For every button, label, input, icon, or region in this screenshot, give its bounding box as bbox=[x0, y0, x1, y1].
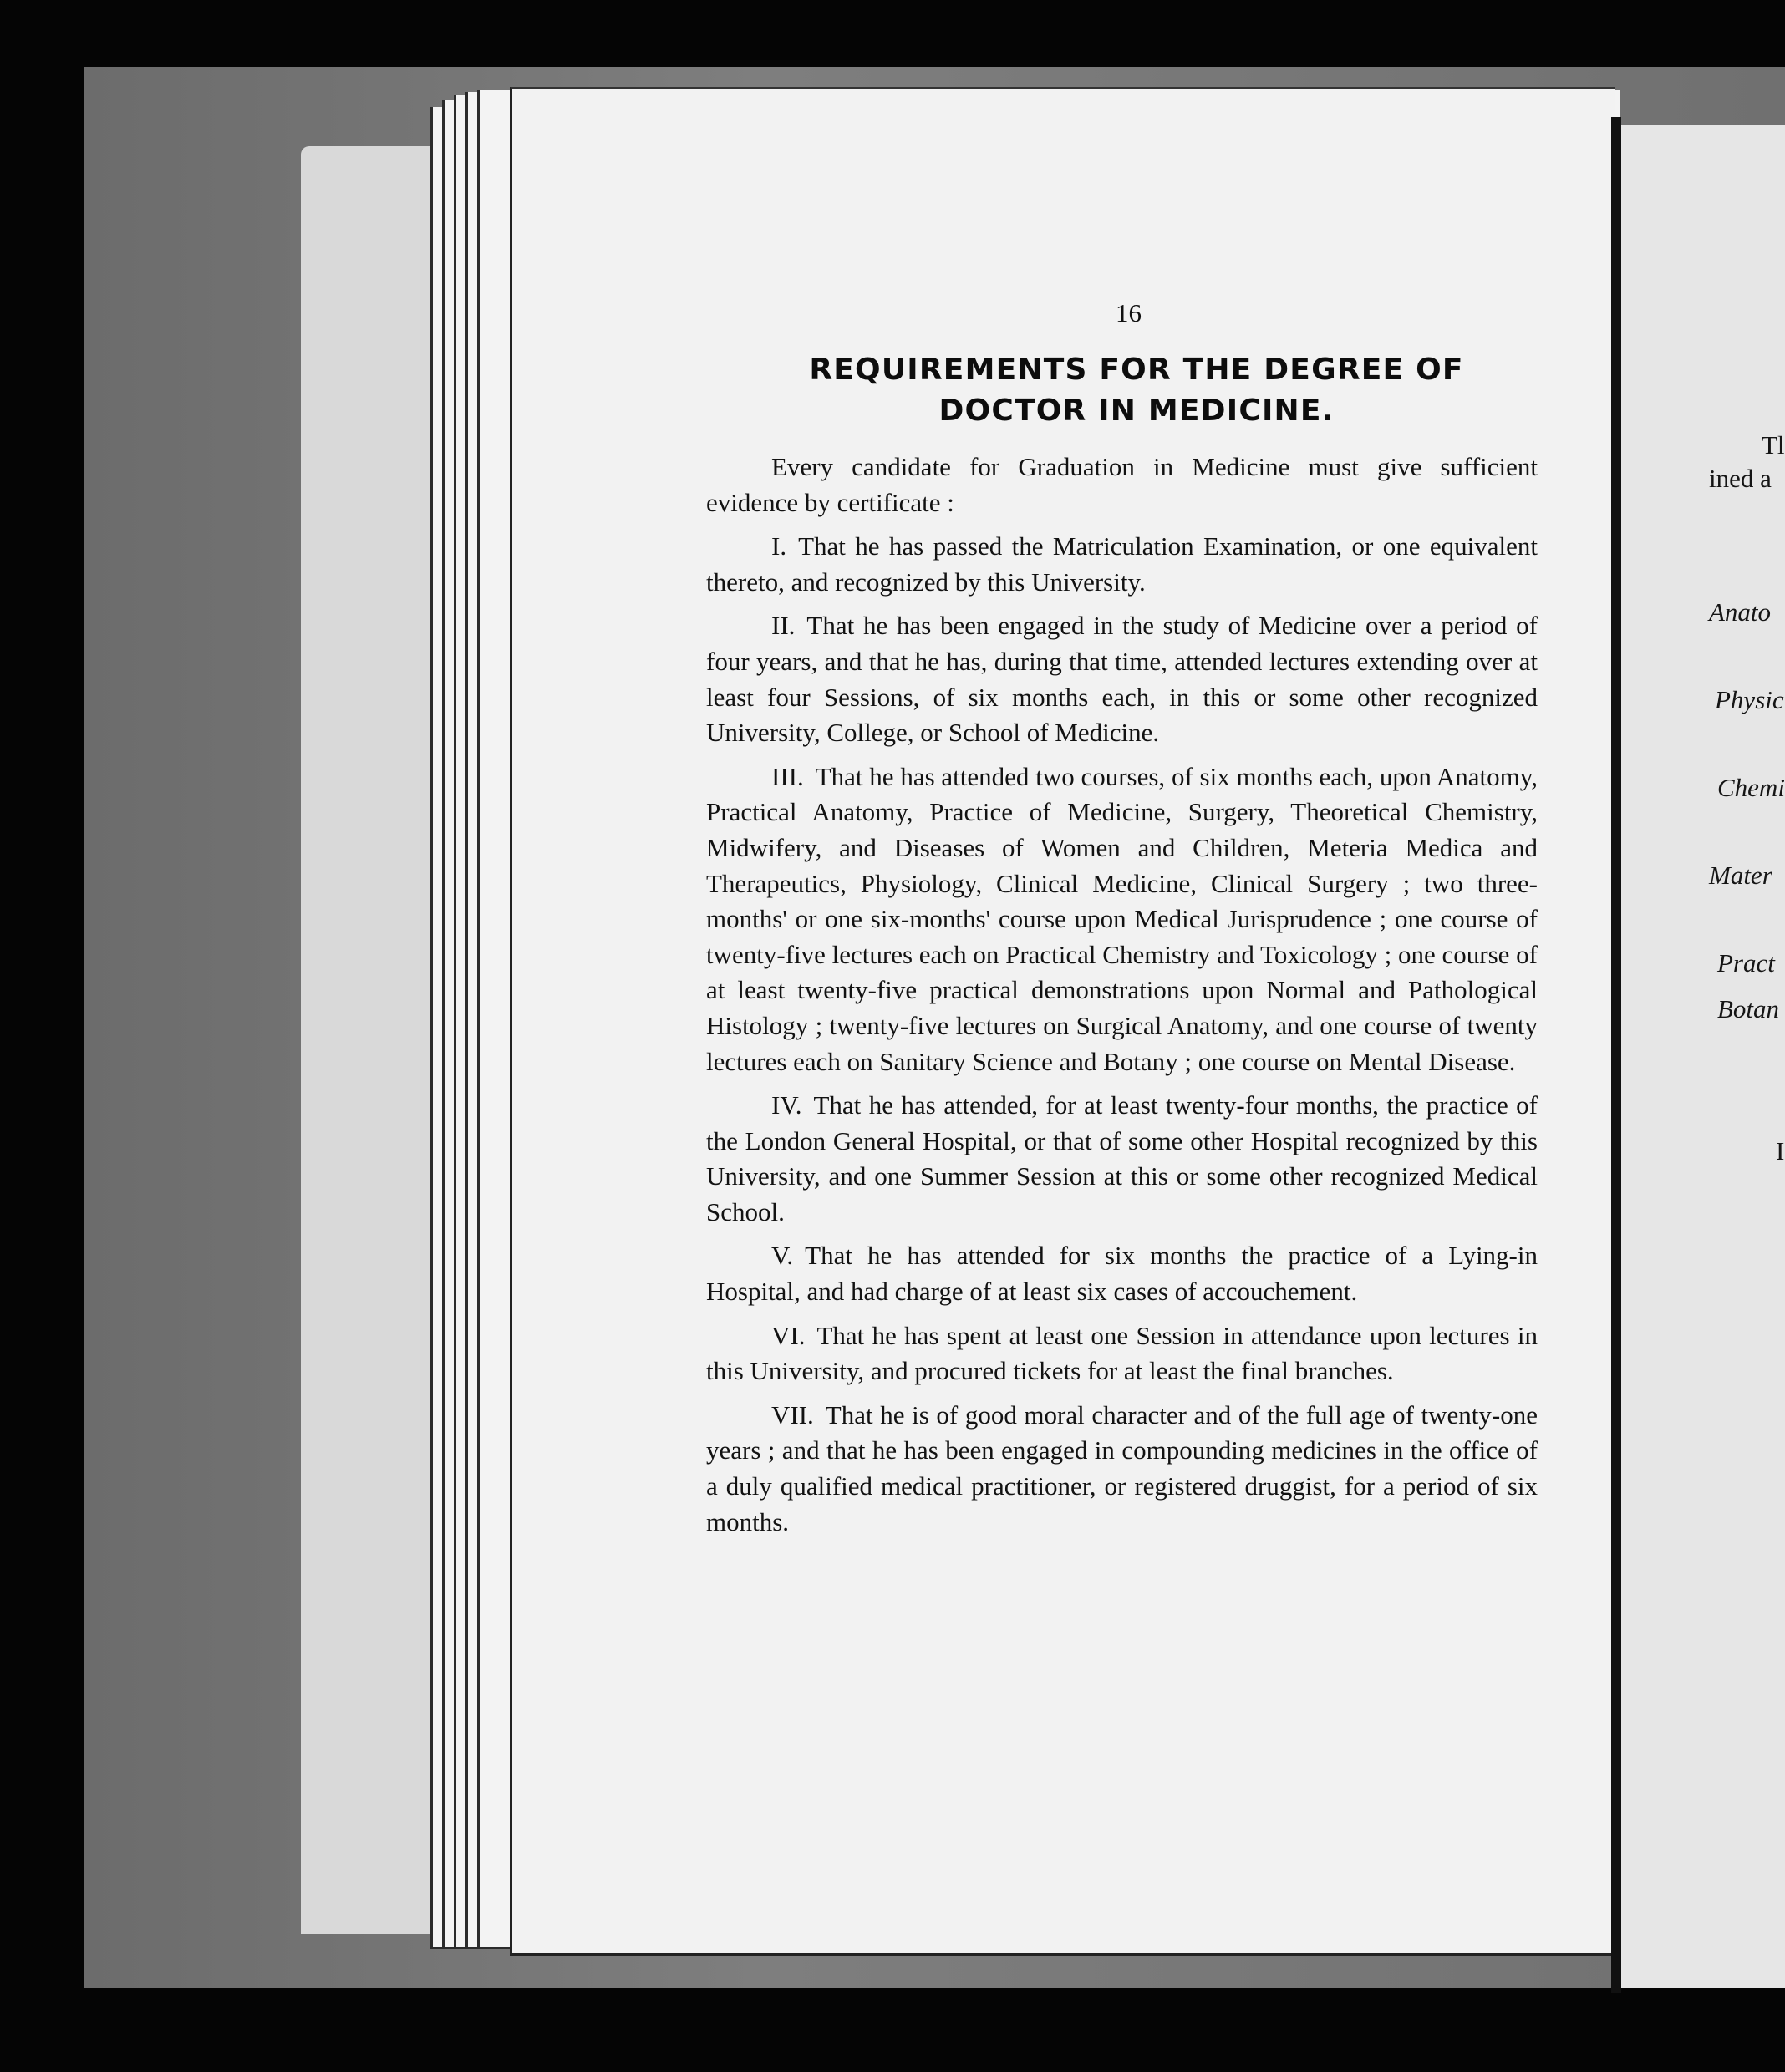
requirement-numeral: VII. bbox=[771, 1399, 814, 1430]
requirement-text: That he has attended for six months the practice of a Lying-in Hospital, and had charge of at least six cases of accouchement. bbox=[706, 1241, 1538, 1307]
facing-fragment: Physic bbox=[1715, 685, 1784, 714]
book-gutter bbox=[1611, 117, 1621, 1993]
requirement-paragraph bbox=[706, 1238, 1538, 1309]
requirement-numeral: III. bbox=[771, 761, 804, 791]
facing-fragment: Mater bbox=[1709, 861, 1772, 890]
requirement-text: That he has passed the Matriculation Examination, or one equivalent thereto, and recognized by this University. bbox=[706, 531, 1538, 597]
requirement-numeral: II. bbox=[771, 611, 796, 641]
requirement-text: That he has attended two courses, of six months each, upon Anatomy, Practical Anatomy, Practice of Medicine, Surgery, Theoretical Chemistry, Midwifery, and Diseases of Women and Children, Meteria Medica and Therapeutics, Physiology, Clinical Medicine, Clinical Surgery ; two three-months' or one six-months' course upon Medical Jurisprudence ; one course of twenty-five lectures each on Practical Chemistry and Toxicology ; one course of at least twenty-five practical demonstrations upon Normal and Pathological Histology ; twenty-five lectures on Surgical Anatomy, and one course of twenty lectures each on Sanitary Science and Botany ; one course on Mental Disease. bbox=[706, 761, 1538, 1076]
facing-fragment: Tl bbox=[1762, 430, 1785, 460]
facing-fragment: Pract bbox=[1717, 948, 1775, 978]
requirement-paragraph bbox=[706, 608, 1538, 750]
requirement-paragraph bbox=[706, 1398, 1538, 1540]
page-number: 16 bbox=[1116, 298, 1142, 328]
intro-paragraph: Every candidate for Graduation in Medicine must give sufficient evidence by certificate : bbox=[706, 452, 1538, 517]
requirement-text: That he has attended, for at least twenty-four months, the practice of the London General Hospital, or that of some other Hospital recognized by this University, and one Summer Session at this or some other recognized Medical School. bbox=[706, 1090, 1538, 1226]
facing-fragment: ined a bbox=[1709, 464, 1772, 493]
facing-fragment: I bbox=[1776, 1136, 1785, 1166]
requirement-paragraph bbox=[706, 1318, 1538, 1389]
body-text bbox=[706, 449, 1538, 1548]
requirement-paragraph bbox=[706, 1088, 1538, 1230]
requirement-text: That he has spent at least one Session in attendance upon lectures in this University, and procured tickets for at least the final branches. bbox=[706, 1320, 1538, 1386]
facing-fragment: Anato bbox=[1709, 597, 1772, 627]
requirement-text: That he is of good moral character and of the full age of twenty-one years ; and that he has been engaged in compounding medicines in the office of a duly qualified medical practitioner, or registered druggist, for a period of six months. bbox=[706, 1399, 1538, 1536]
requirement-numeral: I. bbox=[771, 531, 787, 561]
requirement-paragraph bbox=[706, 759, 1538, 1079]
page-title: REQUIREMENTS FOR THE DEGREE OF DOCTOR IN MEDICINE. bbox=[809, 353, 1464, 428]
facing-fragment: Chemi bbox=[1717, 773, 1785, 802]
requirement-numeral: IV. bbox=[771, 1090, 802, 1120]
requirement-numeral: V. bbox=[771, 1241, 794, 1271]
requirement-text: That he has been engaged in the study of Medicine over a period of four years, and that he has, during that time, attended lectures extending over at least four Sessions, of six months each, in this or some other recognized University, College, or School of Medicine. bbox=[706, 611, 1538, 748]
requirement-paragraph bbox=[706, 529, 1538, 600]
requirement-numeral: VI. bbox=[771, 1320, 806, 1350]
facing-page bbox=[1621, 125, 1785, 1988]
facing-fragment: Botan bbox=[1717, 994, 1780, 1023]
